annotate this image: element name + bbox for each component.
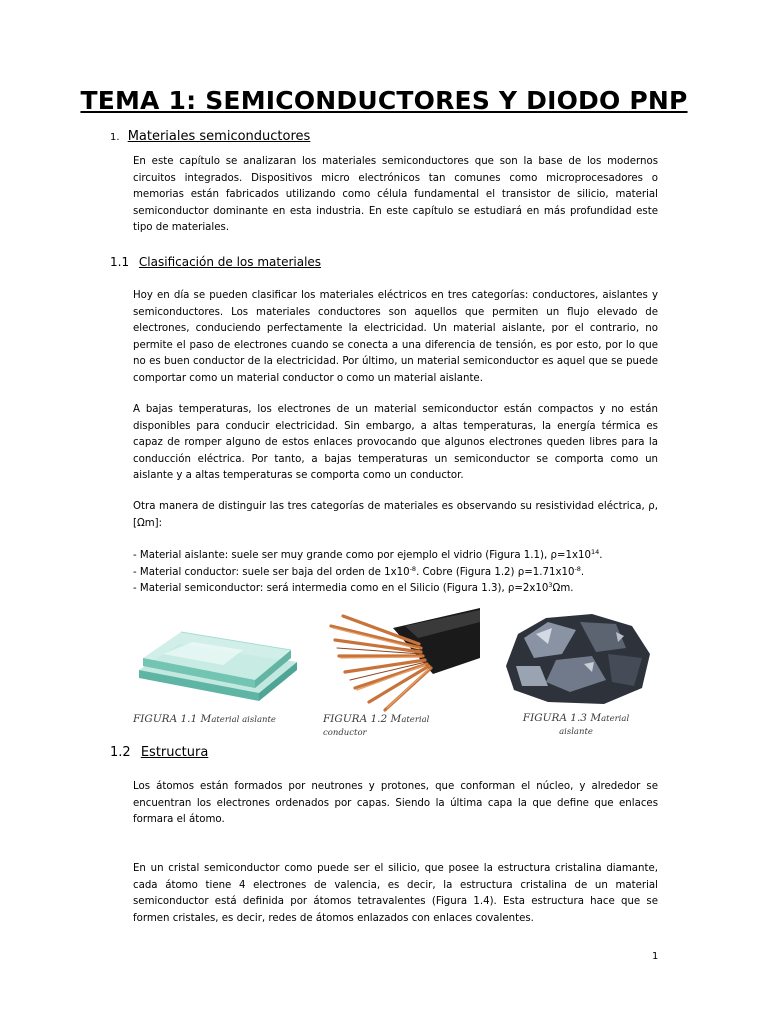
section-number: 1.2: [110, 745, 131, 760]
glass-figure-image: [133, 610, 301, 712]
figure-caption-1-3: FIGURA 1.3 Material aislante: [522, 712, 630, 737]
section-label: Estructura: [140, 745, 209, 760]
section-heading-1: [110, 129, 310, 144]
page-title: TEMA 1: SEMICONDUCTORES Y DIODO PNP: [80, 86, 688, 115]
resistivity-list: [133, 548, 658, 598]
list-item: - Material semiconductor: será intermedia como en el Silicio (Figura 1.3), $\rho=2x10^3\Omega m$.: [133, 581, 574, 594]
figure-caption-1-1: FIGURA 1.1 Material aislante: [133, 713, 276, 725]
section-number: 1.1: [110, 255, 130, 269]
paragraph-atoms: Los átomos están formados por neutrones y protones, que conforman el núcleo, y alrededor se encuentran los electrones ordenados por capas. Siendo la última capa la que define que enlaces formara el átomo.: [133, 781, 658, 825]
paragraph-resistivity: Otra manera de distinguir las tres categorías de materiales es observando su resistividad eléctrica, ρ, [Ωm]:: [133, 501, 658, 529]
section-label: Materiales semiconductores: [127, 129, 311, 144]
paragraph-crystal: En un cristal semiconductor como puede ser el silicio, que posee la estructura cristalina diamante, cada átomo tiene 4 electrones de valencia, es decir, la estructura cristalina de un material semiconductor está definida por átomos tetravalentes (Figura 1.4). Esta estructura hace que se formen cristales, es decir, redes de átomos enlazados con enlaces covalentes.: [133, 863, 658, 924]
section-heading-1-2: [110, 745, 208, 760]
figure-caption-1-2: FIGURA 1.2 Material conductor: [323, 713, 430, 738]
section-heading-1-1: [110, 255, 321, 269]
paragraph-temperature: A bajas temperaturas, los electrones de un material semiconductor están compactos y no están disponibles para conducir electricidad. Sin embargo, a altas temperaturas, la energía térmica es capaz de romper alguno de estos enlaces provocando que algunos electrones queden libres para la conducción eléctrica. Por tanto, a bajas temperaturas un semiconductor se comporta como un aislante y a altas temperaturas se comporta como un conductor.: [133, 404, 658, 481]
section-label: Clasificación de los materiales: [138, 255, 322, 269]
list-item: - Material conductor: suele ser baja del orden de $1x10^{-8}$. Cobre (Figura 1.2) $\rho=1.71x10^{-8}$.: [133, 564, 585, 578]
silicon-figure-image: [496, 608, 658, 708]
section-number: 1.: [110, 132, 120, 143]
list-item: - Material aislante: suele ser muy grande como por ejemplo el vidrio (Figura 1.1), $\rho=1x10^{14}$.: [133, 548, 603, 561]
copper-figure-image: [323, 608, 480, 712]
page-number: 1: [652, 951, 659, 962]
paragraph-classification: Hoy en día se pueden clasificar los materiales eléctricos en tres categorías: conductores, aislantes y semiconductores. Los materiales conductores son aquellos que permiten un flujo elevado de electrones, conduciendo perfectamente la electricidad. Un material aislante, por el contrario, no permite el paso de electrones cuando se conecta a una diferencia de tensión, es por esto, por lo que no es buen conductor de la electricidad. Por último, un material semiconductor es aquel que se puede comportar como un material conductor o como un material aislante.: [133, 290, 658, 384]
paragraph-intro: En este capítulo se analizaran los materiales semiconductores que son la base de los modernos circuitos integrados. Dispositivos micro electrónicos tan comunes como microprocesadores o memorias están fabricados utilizando como célula fundamental el transistor de silicio, material semiconductor dominante en esta industria. En este capítulo se estudiará en más profundidad este tipo de materiales.: [133, 156, 658, 233]
